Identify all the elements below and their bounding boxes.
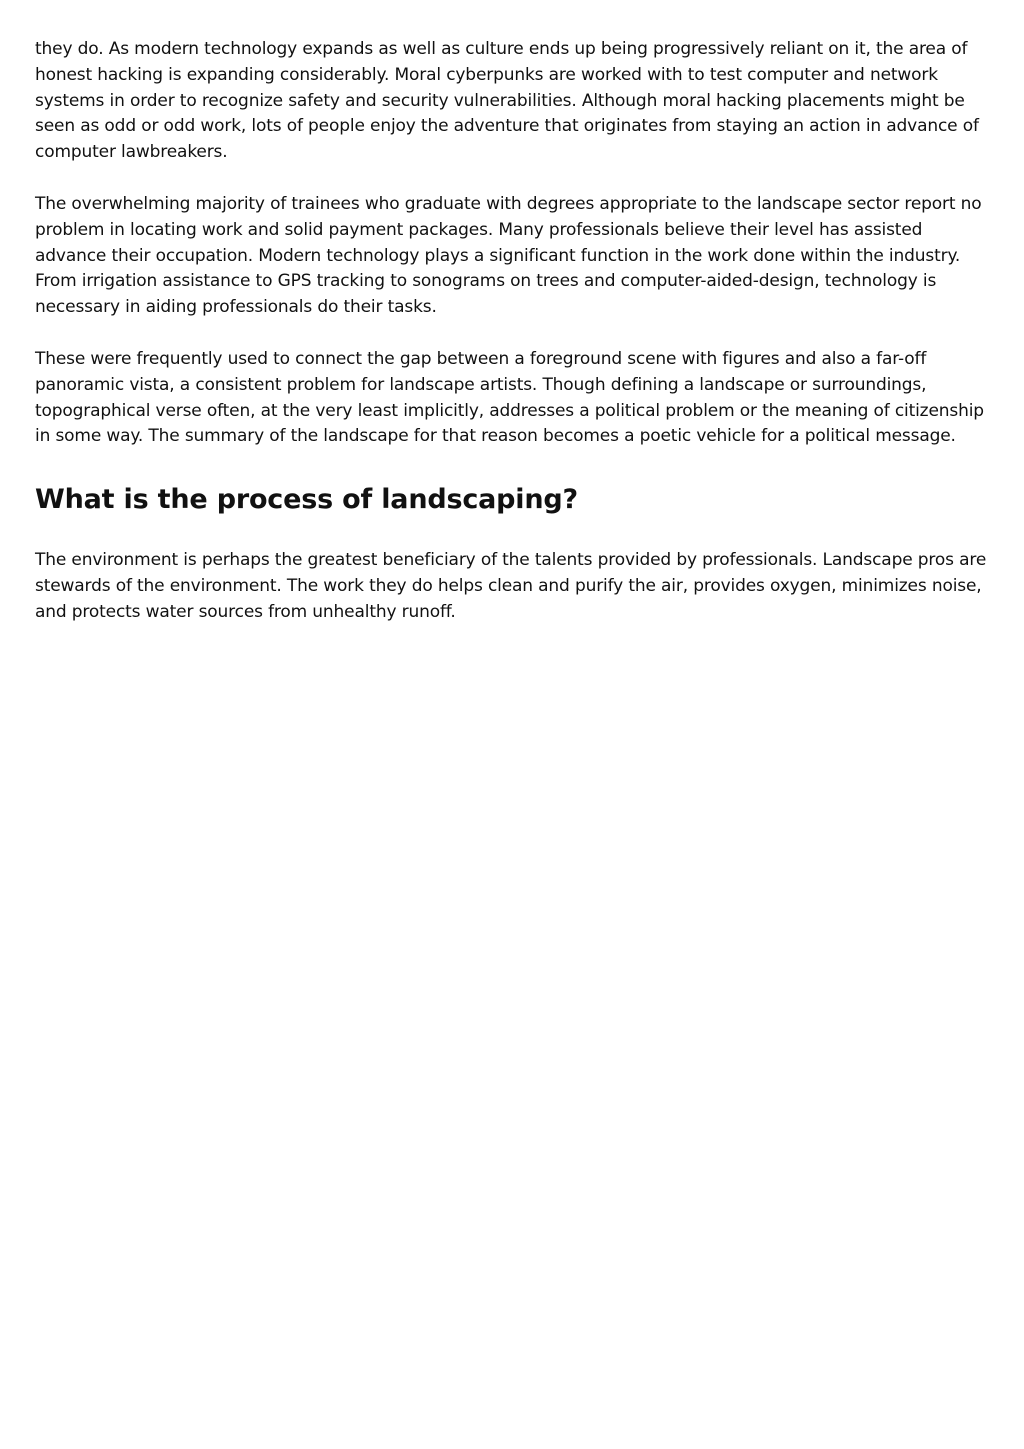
document-page	[35, 37, 991, 652]
paragraph-ethical-hacking: they do. As modern technology expands as well as culture ends up being progressively reliant on it, the area of honest hacking is expanding considerably. Moral cyberpunks are worked with to test computer and network systems in order to recognize safety and security vulnerabilities. Although moral hacking placements might be seen as odd or odd work, lots of people enjoy the adventure that originates from staying an action in advance of computer lawbreakers.	[35, 39, 979, 163]
section-heading: What is the process of landscaping?	[35, 484, 578, 516]
paragraph-environment: The environment is perhaps the greatest beneficiary of the talents provided by professionals. Landscape pros are stewards of the environment. The work they do helps clean and purify the air, provides oxygen, minimizes noise, and protects water sources from unhealthy runoff.	[35, 550, 987, 622]
paragraph-landscape-careers: The overwhelming majority of trainees who graduate with degrees appropriate to the landscape sector report no problem in locating work and solid payment packages. Many professionals believe their level has assisted advance their occupation. Modern technology plays a significant function in the work done within the industry. From irrigation assistance to GPS tracking to sonograms on trees and computer-aided-design, technology is necessary in aiding professionals do their tasks.	[35, 193, 982, 318]
paragraph-topographical-verse: These were frequently used to connect the gap between a foreground scene with figures and also a far-off panoramic vista, a consistent problem for landscape artists. Though defining a landscape or surroundings, topographical verse often, at the very least implicitly, addresses a political problem or the meaning of citizenship in some way. The summary of the landscape for that reason becomes a poetic vehicle for a political message.	[35, 348, 984, 447]
